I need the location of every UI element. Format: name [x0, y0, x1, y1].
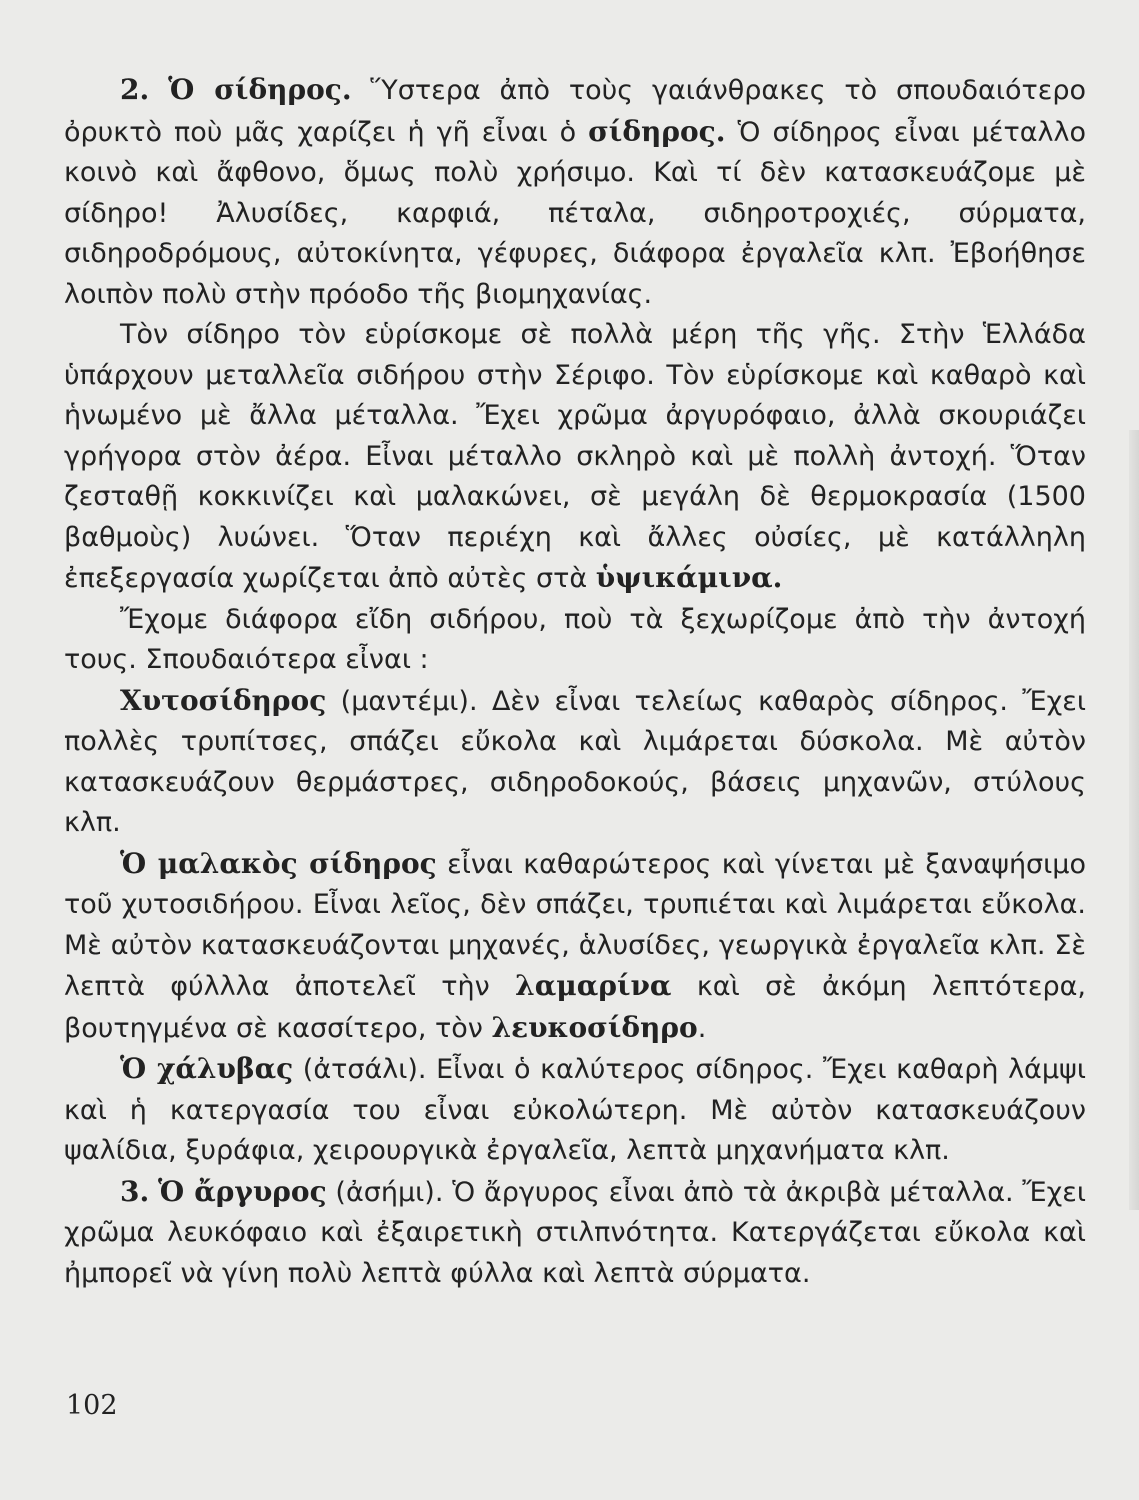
- section-number: 3.: [120, 1174, 150, 1208]
- paragraph-cast-iron: [64, 681, 1086, 844]
- paragraph-text: Ὁ σίδηρος εἶναι μέταλλο κοινὸ καὶ ἄφθονο, ὅμως πολὺ χρήσιμο. Καὶ τί δὲν κατασκευάζομε μὲ σίδηρο! Ἀλυσίδες, καρφιά, πέταλα, σιδηροτροχιές, σύρματα, σιδηροδρόμους, αὐτοκίνητα, γέφυρες, διάφορα ἐργαλεῖα κλπ. Ἐβοήθησε λοιπὸν πολὺ στὴν πρόοδο τῆς βιομηχανίας.: [64, 116, 1086, 310]
- bold-term: λευκοσίδηρο: [491, 1010, 698, 1044]
- paragraph-text: καὶ σὲ ἀκόμη λεπτότερα, βουτηγμένα σὲ κασσίτερο, τὸν: [64, 971, 1086, 1044]
- paragraph-soft-iron: [64, 844, 1086, 1050]
- bold-term: λαμαρίνα: [515, 969, 672, 1002]
- bold-term: Ὁ χάλυβας: [120, 1052, 294, 1085]
- paragraph-iron-location: [64, 315, 1086, 600]
- bold-term: Χυτοσίδηρος: [120, 683, 327, 717]
- paragraph-text: (ἀτσάλι). Εἶναι ὁ καλύτερος σίδηρος. Ἔχει καθαρὴ λάμψι καὶ ἡ κατεργασία του εἶναι εὐκολώτερη. Μὲ αὐτὸν κατασκευάζουν ψαλίδια, ξυράφια, χειρουργικὰ ἐργαλεῖα, λεπτὰ μηχανήματα κλπ.: [64, 1054, 1086, 1166]
- paragraph-text: Τὸν σίδηρο τὸν εὑρίσκομε σὲ πολλὰ μέρη τῆς γῆς. Στὴν Ἑλλάδα ὑπάρχουν μεταλλεῖα σιδήρου στὴν Σέριφο. Τὸν εὑρίσκομε καὶ καθαρὸ καὶ ἡνωμένο μὲ ἄλλα μέταλλα. Ἔχει χρῶμα ἀργυρόφαιο, ἀλλὰ σκουριάζει γρήγορα στὸν ἀέρα. Εἶναι μέταλλο σκληρὸ καὶ μὲ πολλὴ ἀντοχή. Ὅταν ζεσταθῇ κοκκινίζει καὶ μαλακώνει, σὲ μεγάλη δὲ θερμοκρασία (1500 βαθμοὺς) λυώνει. Ὅταν περιέχη καὶ ἄλλες οὐσίες, μὲ κατάλληλη ἐπεξεργασία χωρίζεται ἀπὸ αὐτὲς στὰ: [64, 319, 1086, 594]
- paragraph-text: Ὕστερα ἀπὸ τοὺς γαιάνθρακες τὸ σπουδαιότερο ὀρυκτὸ ποὺ μᾶς χαρίζει ἡ γῆ εἶναι ὁ: [64, 75, 1086, 148]
- bold-term: σίδηρος.: [588, 114, 726, 148]
- bold-term: Ὁ μαλακὸς σίδηρος: [120, 846, 437, 880]
- paragraph-iron-types: [64, 600, 1086, 681]
- section-title: Ὁ σίδηρος.: [168, 73, 352, 106]
- section-title: Ὁ ἄργυρος: [158, 1174, 327, 1208]
- page-body: [64, 70, 1086, 1294]
- paragraph-iron-intro: [64, 70, 1086, 315]
- paragraph-text: .: [697, 1012, 707, 1044]
- page-number: 102: [66, 1390, 118, 1421]
- paragraph-text: Ἔχομε διάφορα εἴδη σιδήρου, ποὺ τὰ ξεχωρίζομε ἀπὸ τὴν ἀντοχή τους. Σπουδαιότερα εἶναι :: [64, 603, 1086, 675]
- paragraph-silver: [64, 1172, 1086, 1295]
- paragraph-text: (μαντέμι). Δὲν εἶναι τελείως καθαρὸς σίδηρος. Ἔχει πολλὲς τρυπίτσες, σπάζει εὔκολα καὶ λιμάρεται δύσκολα. Μὲ αὐτὸν κατασκευάζουν θερμάστρες, σιδηροδοκούς, βάσεις μηχανῶν, στύλους κλπ.: [64, 685, 1086, 838]
- section-number: 2.: [120, 73, 150, 106]
- paragraph-steel: [64, 1049, 1086, 1172]
- paragraph-text: εἶναι καθαρώτερος καὶ γίνεται μὲ ξαναψήσιμο τοῦ χυτοσιδήρου. Εἶναι λεῖος, δὲν σπάζει, τρυπιέται καὶ λιμάρεται εὔκολα. Μὲ αὐτὸν κατασκευάζονται μηχανές, ἁλυσίδες, γεωργικὰ ἐργαλεῖα κλπ. Σὲ λεπτὰ φύλλλα ἀποτελεῖ τὴν: [64, 848, 1086, 1002]
- paragraph-text: (ἀσήμι). Ὁ ἄργυρος εἶναι ἀπὸ τὰ ἀκριβὰ μέταλλα. Ἔχει χρῶμα λευκόφαιο καὶ ἐξαιρετικὴ στιλπνότητα. Κατεργάζεται εὔκολα καὶ ἠμπορεῖ νὰ γίνη πολὺ λεπτὰ φύλλα καὶ λεπτὰ σύρματα.: [64, 1176, 1086, 1289]
- page-edge-shadow: [1129, 430, 1139, 1210]
- bold-term: ὑψικάμινα.: [595, 561, 783, 594]
